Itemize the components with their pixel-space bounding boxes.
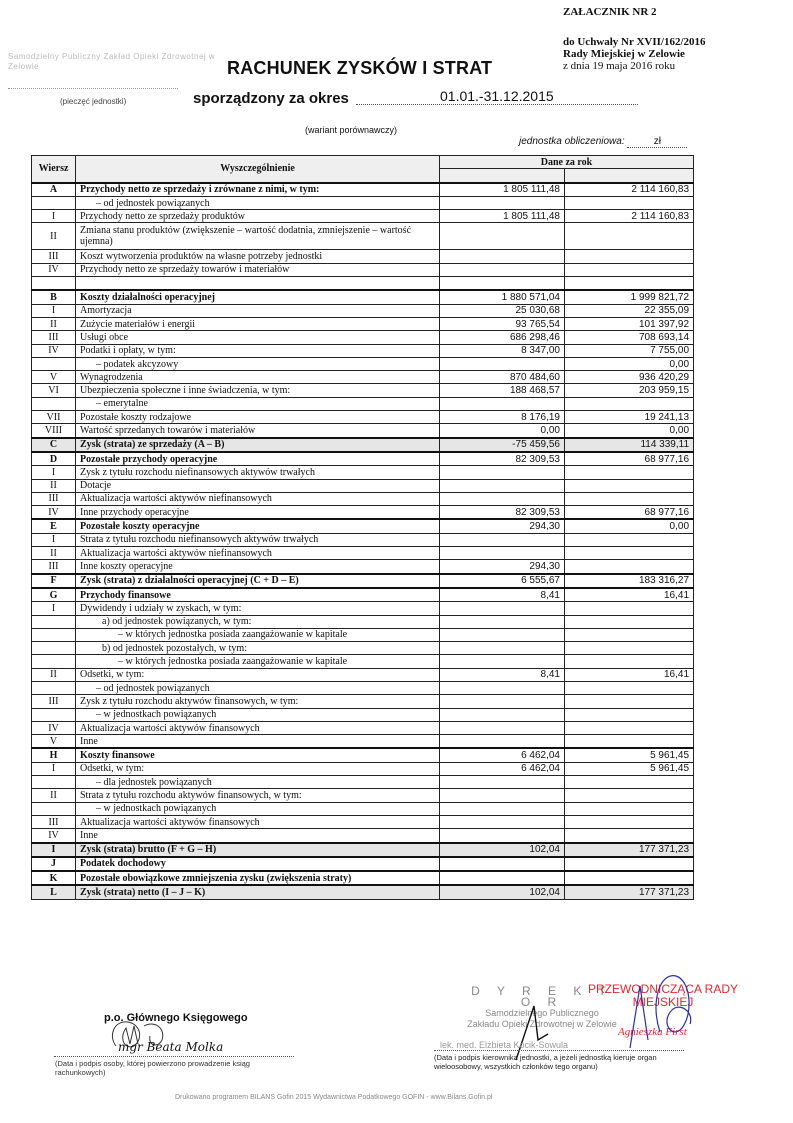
unit-of-account bbox=[519, 136, 687, 148]
row-value-current-year bbox=[565, 721, 694, 734]
row-value-previous-year: 6 462,04 bbox=[440, 762, 565, 775]
row-code bbox=[32, 196, 76, 209]
row-code: C bbox=[32, 438, 76, 452]
table-row bbox=[32, 655, 694, 668]
row-value-previous-year bbox=[440, 721, 565, 734]
table-row bbox=[32, 196, 694, 209]
row-code: I bbox=[32, 210, 76, 223]
row-code: L bbox=[32, 885, 76, 899]
row-description: Usługi obce bbox=[76, 331, 440, 344]
row-description: Przychody netto ze sprzedaży towarów i materiałów bbox=[76, 263, 440, 276]
row-value-current-year: 68 977,16 bbox=[565, 452, 694, 466]
left-signature-line bbox=[54, 1056, 294, 1057]
row-value-previous-year bbox=[440, 466, 565, 479]
table-row bbox=[32, 533, 694, 546]
table-row bbox=[32, 815, 694, 828]
table-row bbox=[32, 695, 694, 708]
row-value-current-year bbox=[565, 196, 694, 209]
row-value-previous-year bbox=[440, 615, 565, 628]
table-row bbox=[32, 304, 694, 317]
row-value-previous-year: 8 176,19 bbox=[440, 411, 565, 424]
row-code: VII bbox=[32, 411, 76, 424]
row-value-current-year bbox=[565, 250, 694, 263]
table-row bbox=[32, 519, 694, 533]
row-value-current-year bbox=[565, 277, 694, 291]
row-description: Przychody finansowe bbox=[76, 588, 440, 602]
table-row bbox=[32, 885, 694, 899]
row-value-current-year: 183 316,27 bbox=[565, 574, 694, 588]
table-row bbox=[32, 250, 694, 263]
row-code: H bbox=[32, 748, 76, 762]
table-row bbox=[32, 802, 694, 815]
row-value-previous-year: 8,41 bbox=[440, 588, 565, 602]
row-value-previous-year bbox=[440, 602, 565, 615]
row-value-previous-year: 8,41 bbox=[440, 668, 565, 681]
row-value-current-year: 1 999 821,72 bbox=[565, 290, 694, 304]
row-value-previous-year bbox=[440, 250, 565, 263]
row-description: Strata z tytułu rozchodu niefinansowych aktywów trwałych bbox=[76, 533, 440, 546]
table-row bbox=[32, 602, 694, 615]
council-chair-line1: PRZEWODNICZĄCA RADY bbox=[587, 982, 738, 996]
chief-accountant-title: p.o. Głównego Księgowego bbox=[104, 1012, 248, 1024]
row-code: IV bbox=[32, 263, 76, 276]
row-description: Aktualizacja wartości aktywów finansowych bbox=[76, 721, 440, 734]
table-row bbox=[32, 452, 694, 466]
row-code: II bbox=[32, 479, 76, 492]
row-value-current-year: 2 114 160,83 bbox=[565, 183, 694, 197]
row-value-current-year bbox=[565, 602, 694, 615]
row-value-previous-year bbox=[440, 642, 565, 655]
row-code: J bbox=[32, 857, 76, 871]
row-value-current-year: 5 961,45 bbox=[565, 762, 694, 775]
row-value-previous-year bbox=[440, 681, 565, 694]
row-value-current-year bbox=[565, 735, 694, 749]
council-chair-signature-icon bbox=[620, 962, 710, 1052]
table-row bbox=[32, 277, 694, 291]
table-header-row bbox=[32, 156, 694, 169]
row-description: Przychody netto ze sprzedaży i zrównane z nimi, w tym: bbox=[76, 183, 440, 197]
row-code: VIII bbox=[32, 424, 76, 438]
row-description: Amortyzacja bbox=[76, 304, 440, 317]
row-description: – emerytalne bbox=[76, 397, 440, 410]
row-code: II bbox=[32, 668, 76, 681]
table-row bbox=[32, 290, 694, 304]
director-stamp-title: D Y R E K T O R bbox=[471, 984, 613, 1009]
row-code: V bbox=[32, 735, 76, 749]
row-description: Pozostałe obowiązkowe zmniejszenia zysku (zwiększenia straty) bbox=[76, 871, 440, 885]
row-code bbox=[32, 615, 76, 628]
resolution-number: do Uchwały Nr XVII/162/2016 bbox=[563, 36, 706, 48]
row-code bbox=[32, 628, 76, 641]
row-code: III bbox=[32, 492, 76, 505]
row-code: IV bbox=[32, 721, 76, 734]
row-value-current-year: 0,00 bbox=[565, 519, 694, 533]
header-data-for-year: Dane za rok bbox=[440, 156, 694, 169]
row-description: Zysk (strata) brutto (F + G – H) bbox=[76, 843, 440, 857]
right-signature-caption: (Data i podpis kierownika jednostki, a jeżeli jednostką kieruje organ wieloosobowy, wszystkich członków tego organu) bbox=[434, 1053, 657, 1071]
row-description: – od jednostek powiązanych bbox=[76, 681, 440, 694]
row-value-previous-year bbox=[440, 277, 565, 291]
row-value-current-year: 936 420,29 bbox=[565, 371, 694, 384]
table-row bbox=[32, 871, 694, 885]
row-value-previous-year bbox=[440, 655, 565, 668]
row-value-previous-year bbox=[440, 708, 565, 721]
council-chair-name: Agnieszka First bbox=[618, 1026, 687, 1038]
header-year-current bbox=[565, 169, 694, 183]
table-row bbox=[32, 317, 694, 330]
row-value-current-year bbox=[565, 397, 694, 410]
period-value: 01.01.-31.12.2015 bbox=[440, 88, 554, 104]
resolution-date: z dnia 19 maja 2016 roku bbox=[563, 60, 676, 72]
resolution-council: Rady Miejskiej w Zelowie bbox=[563, 48, 685, 60]
row-description: Zysk (strata) netto (I – J – K) bbox=[76, 885, 440, 899]
row-code bbox=[32, 655, 76, 668]
row-value-previous-year bbox=[440, 196, 565, 209]
row-value-current-year bbox=[565, 789, 694, 802]
row-code: V bbox=[32, 371, 76, 384]
row-value-current-year bbox=[565, 695, 694, 708]
table-row bbox=[32, 642, 694, 655]
row-description: Dywidendy i udziały w zyskach, w tym: bbox=[76, 602, 440, 615]
income-statement-table bbox=[31, 155, 694, 900]
unit-label: jednostka obliczeniowa: bbox=[519, 136, 625, 147]
row-description: – w których jednostka posiada zaangażowanie w kapitale bbox=[76, 628, 440, 641]
row-value-previous-year bbox=[440, 397, 565, 410]
row-description: Strata z tytułu rozchodu aktywów finansowych, w tym: bbox=[76, 789, 440, 802]
table-row bbox=[32, 615, 694, 628]
row-description: Inne przychody operacyjne bbox=[76, 506, 440, 520]
row-value-previous-year bbox=[440, 857, 565, 871]
row-value-previous-year: 6 555,67 bbox=[440, 574, 565, 588]
row-value-current-year bbox=[565, 871, 694, 885]
row-value-previous-year: 102,04 bbox=[440, 843, 565, 857]
row-value-previous-year: 1 805 111,48 bbox=[440, 183, 565, 197]
row-description: Aktualizacja wartości aktywów niefinansowych bbox=[76, 492, 440, 505]
row-value-previous-year: 25 030,68 bbox=[440, 304, 565, 317]
table-row bbox=[32, 843, 694, 857]
table-row bbox=[32, 506, 694, 520]
row-value-previous-year: 294,30 bbox=[440, 519, 565, 533]
table-row bbox=[32, 183, 694, 197]
table-row bbox=[32, 344, 694, 357]
table-row bbox=[32, 776, 694, 789]
table-row bbox=[32, 263, 694, 276]
row-value-previous-year: 294,30 bbox=[440, 560, 565, 574]
row-code: K bbox=[32, 871, 76, 885]
row-code: I bbox=[32, 843, 76, 857]
row-value-current-year: 7 755,00 bbox=[565, 344, 694, 357]
row-code: I bbox=[32, 602, 76, 615]
row-code bbox=[32, 776, 76, 789]
header-year-previous bbox=[440, 169, 565, 183]
row-code: F bbox=[32, 574, 76, 588]
row-description: – dla jednostek powiązanych bbox=[76, 776, 440, 789]
row-value-current-year: 19 241,13 bbox=[565, 411, 694, 424]
table-row bbox=[32, 384, 694, 397]
row-code: II bbox=[32, 317, 76, 330]
row-value-current-year: 68 977,16 bbox=[565, 506, 694, 520]
unit-stamp-dotted-line bbox=[8, 88, 178, 89]
row-description: Przychody netto ze sprzedaży produktów bbox=[76, 210, 440, 223]
row-code: B bbox=[32, 290, 76, 304]
chief-accountant-name: mgr Beata Molka bbox=[118, 1040, 224, 1054]
row-value-current-year: 177 371,23 bbox=[565, 885, 694, 899]
row-value-current-year bbox=[565, 547, 694, 560]
row-description: Odsetki, w tym: bbox=[76, 762, 440, 775]
row-value-previous-year: 8 347,00 bbox=[440, 344, 565, 357]
table-row bbox=[32, 357, 694, 370]
period-label: sporządzony za okres bbox=[193, 90, 349, 107]
row-description: Ubezpieczenia społeczne i inne świadczenia, w tym: bbox=[76, 384, 440, 397]
row-value-current-year bbox=[565, 655, 694, 668]
table-row bbox=[32, 588, 694, 602]
row-value-current-year: 22 355,09 bbox=[565, 304, 694, 317]
director-stamp-line1: Samodzielnego Publicznego bbox=[485, 1008, 599, 1018]
row-description: Aktualizacja wartości aktywów niefinansowych bbox=[76, 547, 440, 560]
table-row bbox=[32, 708, 694, 721]
row-value-previous-year bbox=[440, 695, 565, 708]
period-dotted-line bbox=[356, 104, 638, 105]
row-description: Inne bbox=[76, 829, 440, 843]
row-code: IV bbox=[32, 829, 76, 843]
row-code: I bbox=[32, 304, 76, 317]
row-value-current-year: 101 397,92 bbox=[565, 317, 694, 330]
table-row bbox=[32, 411, 694, 424]
row-value-previous-year: 6 462,04 bbox=[440, 748, 565, 762]
document-title: RACHUNEK ZYSKÓW I STRAT bbox=[227, 58, 493, 78]
row-value-previous-year: 0,00 bbox=[440, 424, 565, 438]
row-value-current-year bbox=[565, 533, 694, 546]
row-description: Aktualizacja wartości aktywów finansowych bbox=[76, 815, 440, 828]
row-code bbox=[32, 397, 76, 410]
row-code bbox=[32, 642, 76, 655]
row-value-current-year bbox=[565, 560, 694, 574]
table-row bbox=[32, 331, 694, 344]
table-row bbox=[32, 560, 694, 574]
row-value-current-year bbox=[565, 615, 694, 628]
unit-stamp-label: (pieczęć jednostki) bbox=[60, 97, 127, 106]
row-description: Inne bbox=[76, 735, 440, 749]
row-value-previous-year bbox=[440, 357, 565, 370]
row-description: – w jednostkach powiązanych bbox=[76, 708, 440, 721]
row-description: Inne koszty operacyjne bbox=[76, 560, 440, 574]
director-name: lek. med. Elżbieta Kocik-Sowula bbox=[440, 1040, 569, 1050]
row-description: Zysk z tytułu rozchodu niefinansowych aktywów trwałych bbox=[76, 466, 440, 479]
row-value-previous-year bbox=[440, 871, 565, 885]
row-value-current-year bbox=[565, 466, 694, 479]
row-value-previous-year: 93 765,54 bbox=[440, 317, 565, 330]
row-value-previous-year: 102,04 bbox=[440, 885, 565, 899]
row-value-previous-year bbox=[440, 547, 565, 560]
row-value-previous-year: 82 309,53 bbox=[440, 506, 565, 520]
row-value-previous-year bbox=[440, 479, 565, 492]
row-value-current-year: 16,41 bbox=[565, 668, 694, 681]
row-code: I bbox=[32, 762, 76, 775]
row-code: I bbox=[32, 466, 76, 479]
row-code bbox=[32, 277, 76, 291]
row-description: Podatek dochodowy bbox=[76, 857, 440, 871]
row-description: Podatki i opłaty, w tym: bbox=[76, 344, 440, 357]
row-value-current-year: 114 339,11 bbox=[565, 438, 694, 452]
row-value-current-year bbox=[565, 708, 694, 721]
row-code: III bbox=[32, 695, 76, 708]
row-value-current-year bbox=[565, 815, 694, 828]
annex-label: ZAŁACZNIK NR 2 bbox=[563, 6, 657, 18]
row-description: – podatek akcyzowy bbox=[76, 357, 440, 370]
row-description bbox=[76, 277, 440, 291]
row-description: – w jednostkach powiązanych bbox=[76, 802, 440, 815]
row-description: Pozostałe koszty rodzajowe bbox=[76, 411, 440, 424]
row-description: Pozostałe koszty operacyjne bbox=[76, 519, 440, 533]
row-description: – w których jednostka posiada zaangażowanie w kapitale bbox=[76, 655, 440, 668]
table-row bbox=[32, 829, 694, 843]
row-value-previous-year bbox=[440, 829, 565, 843]
council-chair-line2: MIEJSKIEJ bbox=[632, 995, 694, 1009]
row-value-current-year bbox=[565, 223, 694, 250]
row-value-previous-year bbox=[440, 533, 565, 546]
row-code bbox=[32, 681, 76, 694]
header-wiersz: Wiersz bbox=[32, 156, 76, 183]
row-value-previous-year bbox=[440, 628, 565, 641]
table-row bbox=[32, 397, 694, 410]
row-value-previous-year: 82 309,53 bbox=[440, 452, 565, 466]
row-code: A bbox=[32, 183, 76, 197]
row-description: Zużycie materiałów i energii bbox=[76, 317, 440, 330]
row-value-previous-year: 1 880 571,04 bbox=[440, 290, 565, 304]
table-row bbox=[32, 789, 694, 802]
row-description: – od jednostek powiązanych bbox=[76, 196, 440, 209]
row-code bbox=[32, 357, 76, 370]
table-row bbox=[32, 748, 694, 762]
row-value-previous-year bbox=[440, 802, 565, 815]
resolution-reference bbox=[563, 36, 706, 72]
row-code bbox=[32, 708, 76, 721]
table-row bbox=[32, 628, 694, 641]
row-value-previous-year: 1 805 111,48 bbox=[440, 210, 565, 223]
row-description: Zysk (strata) z działalności operacyjnej (C + D – E) bbox=[76, 574, 440, 588]
row-value-current-year: 16,41 bbox=[565, 588, 694, 602]
row-value-current-year bbox=[565, 776, 694, 789]
row-description: Wynagrodzenia bbox=[76, 371, 440, 384]
row-code: G bbox=[32, 588, 76, 602]
table-row bbox=[32, 371, 694, 384]
row-value-previous-year: -75 459,56 bbox=[440, 438, 565, 452]
row-code: III bbox=[32, 331, 76, 344]
table-row bbox=[32, 681, 694, 694]
row-description: Zmiana stanu produktów (zwiększenie – wartość dodatnia, zmniejszenie – wartość ujemna) bbox=[76, 223, 440, 250]
row-value-current-year bbox=[565, 492, 694, 505]
row-value-current-year bbox=[565, 642, 694, 655]
row-value-current-year: 0,00 bbox=[565, 357, 694, 370]
row-value-current-year: 5 961,45 bbox=[565, 748, 694, 762]
row-value-current-year bbox=[565, 829, 694, 843]
row-description: Koszt wytworzenia produktów na własne potrzeby jednostki bbox=[76, 250, 440, 263]
row-code: II bbox=[32, 547, 76, 560]
row-value-current-year bbox=[565, 681, 694, 694]
row-description: Zysk z tytułu rozchodu aktywów finansowych, w tym: bbox=[76, 695, 440, 708]
row-value-current-year: 203 959,15 bbox=[565, 384, 694, 397]
row-value-current-year bbox=[565, 628, 694, 641]
row-description: Koszty finansowe bbox=[76, 748, 440, 762]
row-value-previous-year bbox=[440, 263, 565, 276]
row-value-previous-year bbox=[440, 789, 565, 802]
table-row bbox=[32, 492, 694, 505]
row-value-current-year bbox=[565, 479, 694, 492]
table-row bbox=[32, 466, 694, 479]
row-value-previous-year bbox=[440, 776, 565, 789]
table-row bbox=[32, 668, 694, 681]
table-row bbox=[32, 857, 694, 871]
table-row bbox=[32, 210, 694, 223]
variant-label: (wariant porównawczy) bbox=[305, 125, 398, 135]
row-value-previous-year: 870 484,60 bbox=[440, 371, 565, 384]
row-value-current-year bbox=[565, 263, 694, 276]
unit-value: zł bbox=[627, 136, 687, 148]
table-row bbox=[32, 223, 694, 250]
row-description: a) od jednostek powiązanych, w tym: bbox=[76, 615, 440, 628]
row-value-previous-year bbox=[440, 492, 565, 505]
row-code: VI bbox=[32, 384, 76, 397]
row-value-current-year bbox=[565, 857, 694, 871]
left-signature-caption: (Data i podpis osoby, której powierzono prowadzenie ksiąg rachunkowych) bbox=[55, 1059, 250, 1077]
row-description: Wartość sprzedanych towarów i materiałów bbox=[76, 424, 440, 438]
row-value-current-year bbox=[565, 802, 694, 815]
row-code: III bbox=[32, 560, 76, 574]
row-value-previous-year: 188 468,57 bbox=[440, 384, 565, 397]
row-description: Pozostałe przychody operacyjne bbox=[76, 452, 440, 466]
table-row bbox=[32, 424, 694, 438]
row-value-current-year: 708 693,14 bbox=[565, 331, 694, 344]
table-row bbox=[32, 438, 694, 452]
row-code: E bbox=[32, 519, 76, 533]
row-value-current-year: 177 371,23 bbox=[565, 843, 694, 857]
row-description: Koszty działalności operacyjnej bbox=[76, 290, 440, 304]
row-code: II bbox=[32, 223, 76, 250]
row-code: II bbox=[32, 789, 76, 802]
table-row bbox=[32, 762, 694, 775]
row-code: D bbox=[32, 452, 76, 466]
row-value-current-year: 0,00 bbox=[565, 424, 694, 438]
table-row bbox=[32, 479, 694, 492]
row-description: Odsetki, w tym: bbox=[76, 668, 440, 681]
director-stamp-line2: Zakładu Opieki Zdrowotnej w Zelowie bbox=[467, 1019, 617, 1029]
header-description: Wyszczególnienie bbox=[76, 156, 440, 183]
table-row bbox=[32, 735, 694, 749]
row-value-previous-year bbox=[440, 223, 565, 250]
row-code bbox=[32, 802, 76, 815]
row-description: Zysk (strata) ze sprzedaży (A – B) bbox=[76, 438, 440, 452]
row-code: IV bbox=[32, 344, 76, 357]
footer-software-note: Drukowano programem BILANS Gofin 2015 Wydawnictwa Podatkowego GOFIN - www.Bilans.Gofin.pl bbox=[175, 1094, 493, 1101]
row-value-current-year: 2 114 160,83 bbox=[565, 210, 694, 223]
table-row bbox=[32, 574, 694, 588]
row-value-previous-year bbox=[440, 735, 565, 749]
row-code: III bbox=[32, 815, 76, 828]
table-row bbox=[32, 547, 694, 560]
row-code: III bbox=[32, 250, 76, 263]
row-code: IV bbox=[32, 506, 76, 520]
table-row bbox=[32, 721, 694, 734]
row-value-previous-year bbox=[440, 815, 565, 828]
row-description: b) od jednostek pozostałych, w tym: bbox=[76, 642, 440, 655]
row-value-previous-year: 686 298,46 bbox=[440, 331, 565, 344]
unit-stamp-faint: Samodzielny Publiczny Zakład Opieki Zdrowotnej w Zelowie bbox=[8, 52, 216, 71]
row-code: I bbox=[32, 533, 76, 546]
row-description: Dotacje bbox=[76, 479, 440, 492]
